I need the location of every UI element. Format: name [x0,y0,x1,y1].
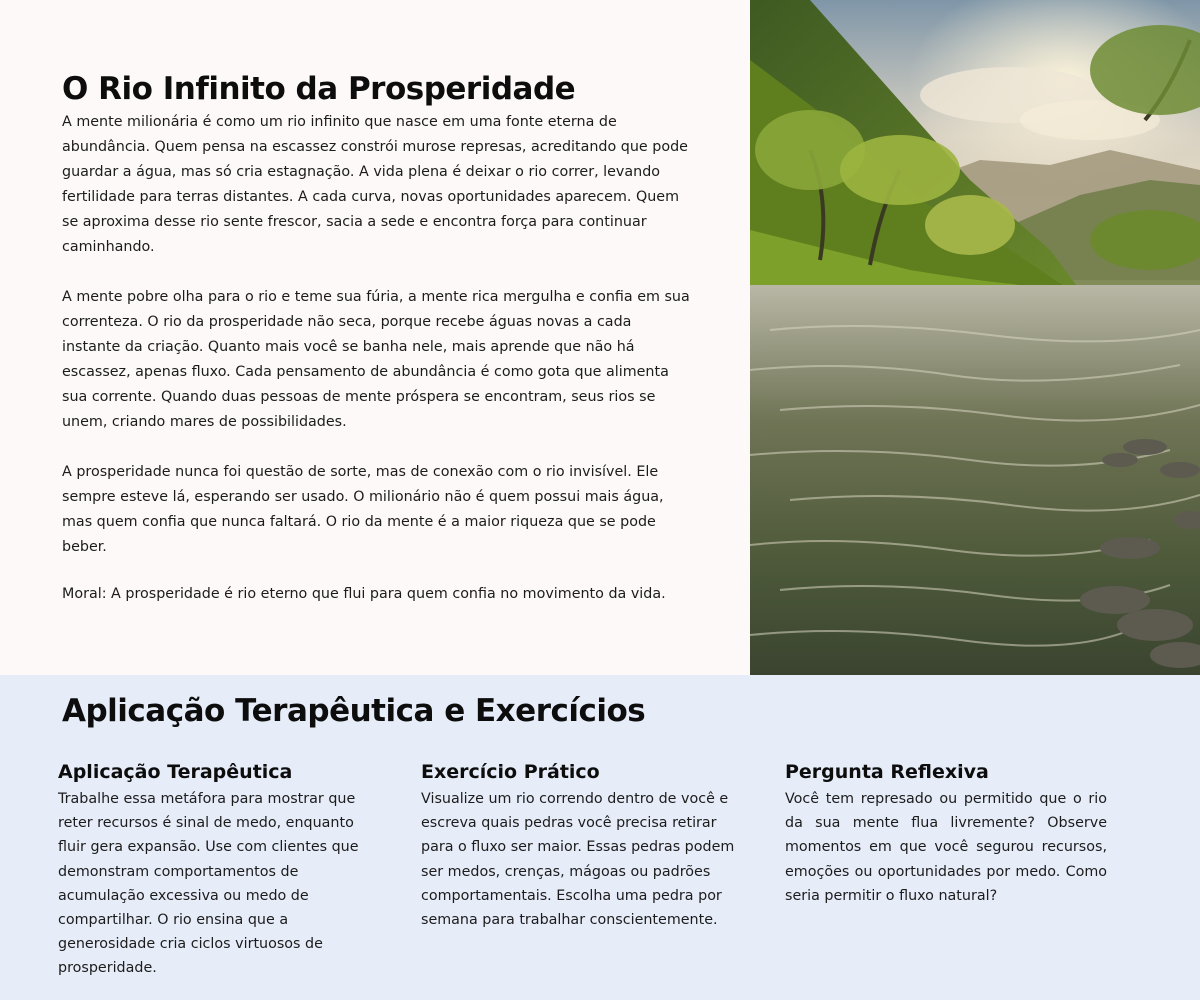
therapy-column-application [58,761,380,981]
therapy-column-heading: Pergunta Reflexiva [785,761,989,783]
therapy-column-heading: Aplicação Terapêutica [58,761,293,783]
story-paragraph-1: A mente milionária é como um rio infinito que nasce em uma fonte eterna de abundância. Quem pensa na escassez constrói murose represas, acreditando que pode guardar a água, mas só cria estagnação. A vida plena é deixar o rio correr, levando fertilidade para terras distantes. A cada curva, novas oportunidades aparecem. Quem se aproxima desse rio sente frescor, sacia a sede e encontra força para continuar caminhando. [62,114,688,255]
therapy-column-text: Visualize um rio correndo dentro de você e escreva quais pedras você precisa retirar para o fluxo ser maior. Essas pedras podem ser medos, crenças, mágoas ou padrões comportamentais. Escolha uma pedra por semana para trabalhar conscientemente. [421,791,735,929]
story-moral: Moral: A prosperidade é rio eterno que flui para quem confia no movimento da vida. [62,586,666,602]
story-paragraph-3: A prosperidade nunca foi questão de sorte, mas de conexão com o rio invisível. Ele sempre esteve lá, esperando ser usado. O milionário não é quem possui mais água, mas quem confia que nunca faltará. O rio da mente é a maior riqueza que se pode beber. [62,464,664,555]
therapy-section [0,675,1200,1000]
therapy-column-text: Trabalhe essa metáfora para mostrar que reter recursos é sinal de medo, enquanto fluir gera expansão. Use com clientes que demonstram comportamentos de acumulação excessiva ou medo de compartilhar. O rio ensina que a generosidade cria ciclos virtuosos de prosperidade. [58,791,359,977]
therapy-column-text: Você tem represado ou permitido que o rio da sua mente flua livremente? Observe momentos em que você segurou recursos, emoções ou oportunidades por medo. Como seria permitir o fluxo natural? [785,791,1107,904]
story-paragraph-2: A mente pobre olha para o rio e teme sua fúria, a mente rica mergulha e confia em sua correnteza. O rio da prosperidade não seca, porque recebe águas novas a cada instante da criação. Quanto mais você se banha nele, mais aprende que não há escassez, apenas fluxo. Cada pensamento de abundância é como gota que alimenta sua corrente. Quando duas pessoas de mente próspera se encontram, seus rios se unem, criando mares de possibilidades. [62,289,690,430]
therapy-column-heading: Exercício Prático [421,761,600,783]
story-text-block [62,70,694,628]
story-title: O Rio Infinito da Prosperidade [62,71,576,107]
therapy-column-exercise [421,761,743,932]
river-landscape-photo [750,0,1200,675]
therapy-title: Aplicação Terapêutica e Exercícios [62,693,646,729]
therapy-column-question [785,761,1107,908]
